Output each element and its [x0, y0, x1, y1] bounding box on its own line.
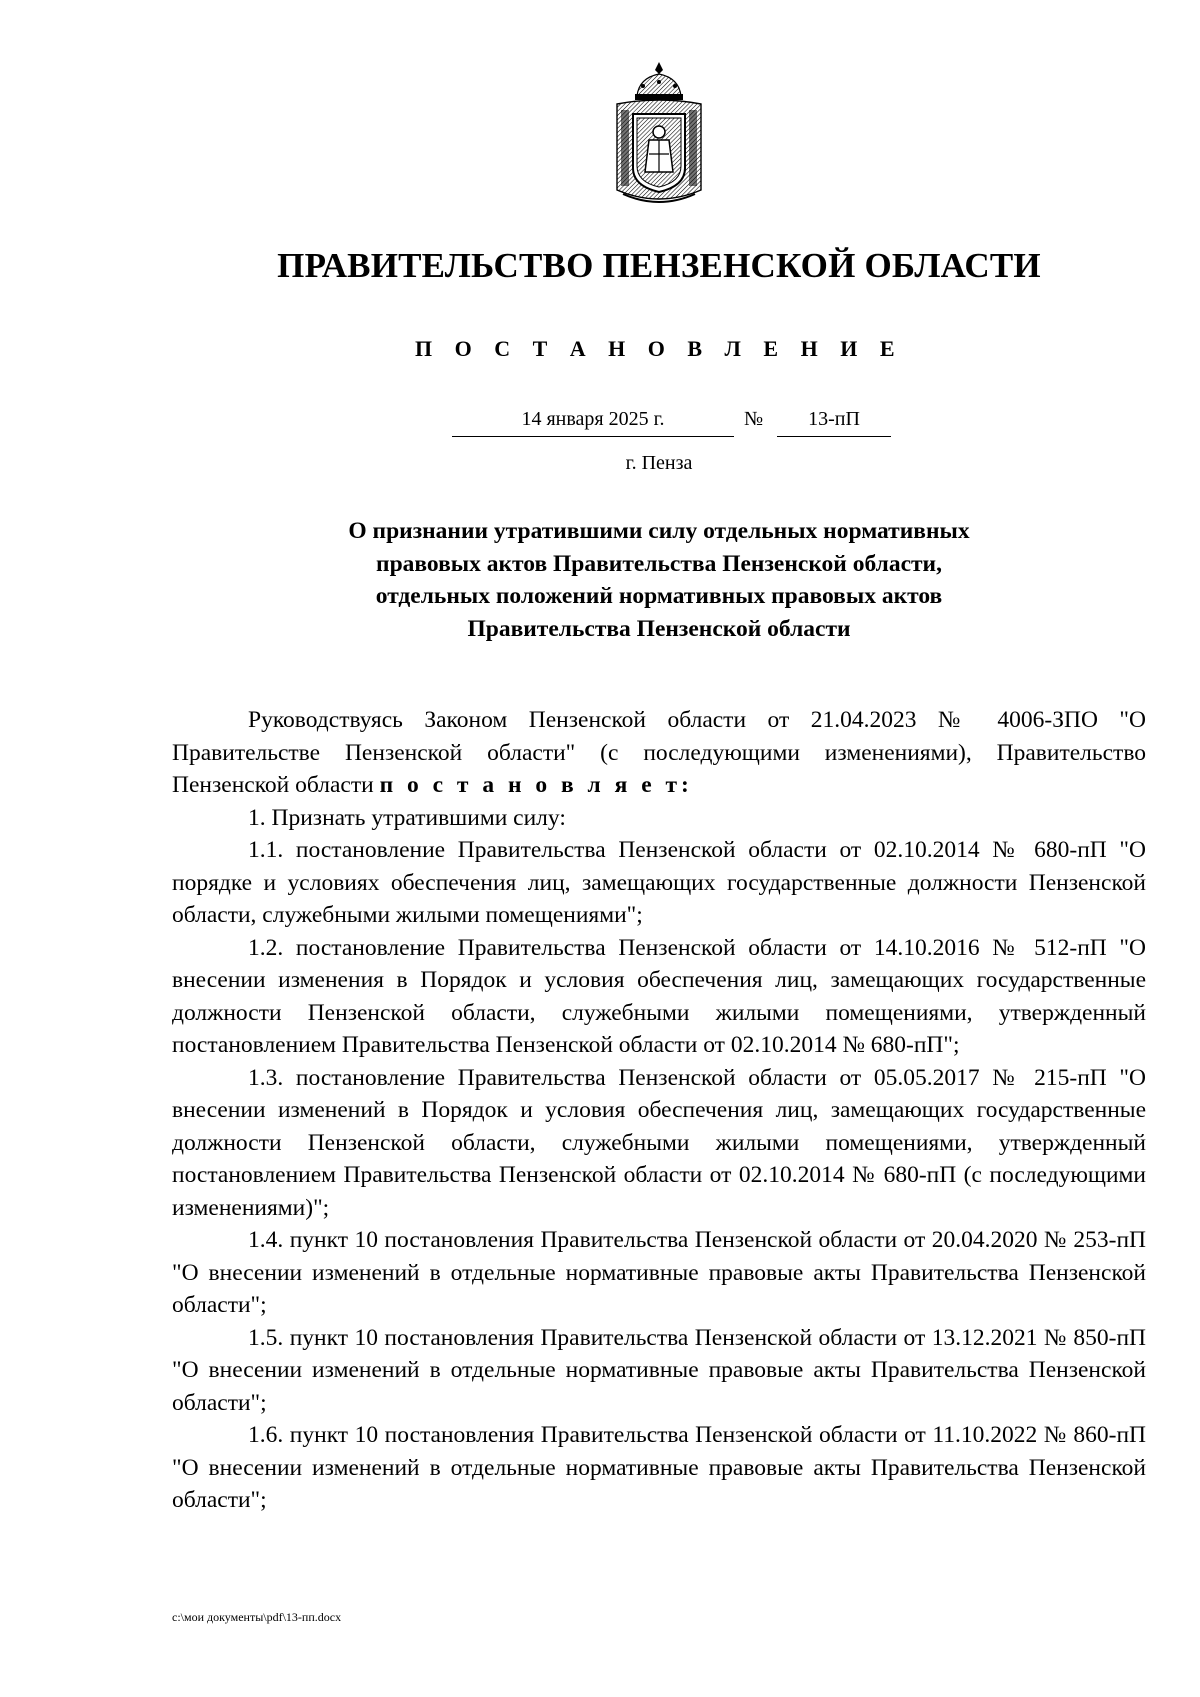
organization-title: ПРАВИТЕЛЬСТВО ПЕНЗЕНСКОЙ ОБЛАСТИ — [277, 246, 1041, 285]
file-path-footer: c:\мои документы\pdf\13-пп.docx — [172, 1610, 342, 1624]
preamble-paragraph — [172, 704, 1146, 802]
item-paragraph: 1.3. постановление Правительства Пензенской области от 05.05.2017 № 215-пП "О внесении изменений в Порядок и условия обеспечения лиц, замещающих государственные должности Пензенской области, служебными жилыми помещениями, утвержденный постановлением Правительства Пензенской области от 02.10.2014 № 680-пП (с последующими изменениями)"; — [172, 1064, 1146, 1221]
item-paragraph: 1.5. пункт 10 постановления Правительства Пензенской области от 13.12.2021 № 850-пП "О внесении изменений в отдельные нормативные правовые акты Правительства Пензенской области"; — [172, 1324, 1146, 1416]
subject-line: О признании утратившими силу отдельных нормативных — [348, 518, 970, 544]
item-paragraph: 1. Признать утратившими силу: — [248, 804, 566, 831]
resolves-text: п о с т а н о в л я е т: — [379, 772, 693, 798]
document-type-heading: П О С Т А Н О В Л Е Н И Е — [414, 336, 904, 361]
item-paragraph: 1.1. постановление Правительства Пензенской области от 02.10.2014 № 680-пП "О порядке и условиях обеспечения лиц, замещающих государственные должности Пензенской области, служебными жилыми помещениями"; — [172, 837, 1146, 928]
document-city: г. Пенза — [625, 452, 693, 474]
number-sign: № — [744, 408, 764, 430]
item-paragraph: 1.6. пункт 10 постановления Правительства Пензенской области от 11.10.2022 № 860-пП "О внесении изменений в отдельные нормативные правовые акты Правительства Пензенской области"; — [172, 1422, 1146, 1513]
document-body — [172, 704, 1146, 1517]
preamble-text: Руководствуясь Законом Пензенской области от 21.04.2023 № 4006-ЗПО "О Правительстве Пензенской области" (с последующими изменениями), Правительство Пензенской области — [172, 707, 1146, 798]
document-number: 13-пП — [777, 408, 891, 437]
item-paragraph: 1.2. постановление Правительства Пензенской области от 14.10.2016 № 512-пП "О внесении изменения в Порядок и условия обеспечения лиц, замещающих государственные должности Пензенской области, служебными жилыми помещениями, утвержденный постановлением Правительства Пензенской области от 02.10.2014 № 680-пП"; — [172, 934, 1146, 1058]
subject-line: правовых актов Правительства Пензенской области, — [376, 550, 942, 577]
item-paragraph: 1.4. пункт 10 постановления Правительства Пензенской области от 20.04.2020 № 253-пП "О внесении изменений в отдельные нормативные правовые акты Правительства Пензенской области"; — [172, 1227, 1146, 1318]
document-subject — [0, 515, 1200, 645]
subject-line: отдельных положений нормативных правовых актов — [375, 583, 943, 609]
document-date: 14 января 2025 г. — [452, 408, 734, 437]
coat-of-arms-icon — [609, 60, 709, 210]
subject-line: Правительства Пензенской области — [467, 615, 851, 642]
